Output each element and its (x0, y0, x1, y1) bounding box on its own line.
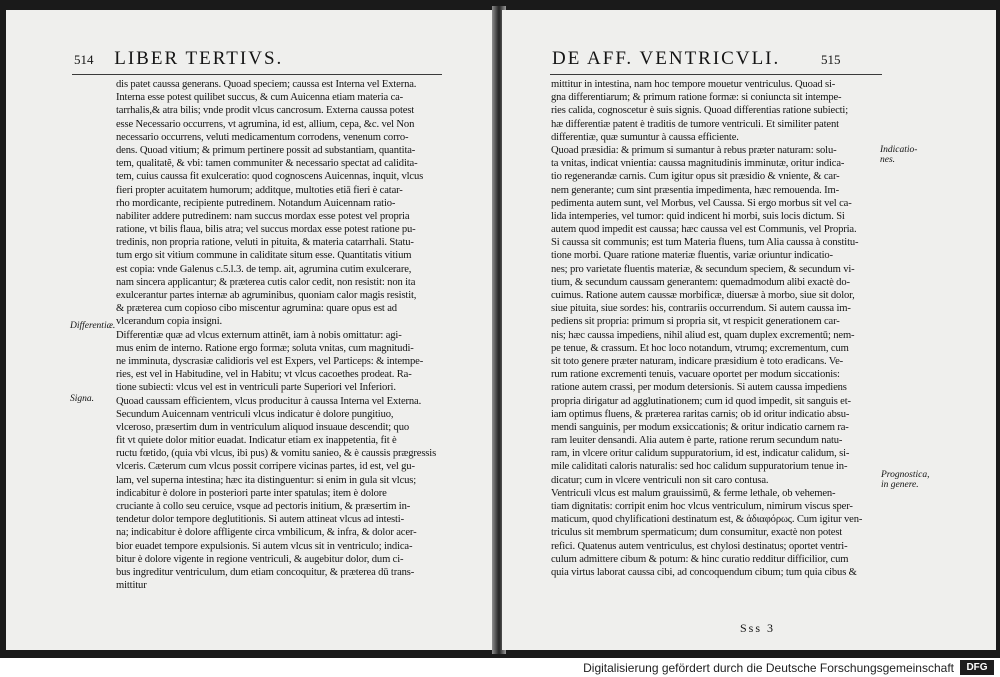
text-line: culum admittere cibum & potum: & hinc curatio redditur difficilior, cum (551, 553, 849, 565)
text-line: nam sincera applicantur; & præterea cutis calor cedit, non resistit: non ita (116, 276, 416, 288)
left-page (6, 10, 496, 650)
text-line: dis patet caussa generans. Quoad speciem; caussa est Interna vel Externa. (116, 79, 417, 90)
text-line: nis; hæc caussa impediens, nihil aliud est, quam duplex excrementū; nem- (551, 329, 855, 341)
text-line: refici. Quatenus autem ventriculus, est chylosi destinatus; oportet ventri- (551, 540, 848, 552)
text-line: cruciante à collo seu ceruice, vsque ad pectoris initium, & præsertim in- (116, 501, 411, 512)
text-line: tem, cuius caussa fit exulceratio: quod cognoscens Auicennas, inquit, vlcus (116, 171, 424, 183)
text-line: tredinis, non propria ratione, veluti in pituita, & materia catarrhali. Statu- (116, 237, 414, 249)
margin-note-indicationes-line1: Indicatio- (880, 145, 918, 155)
text-line: differentiæ, quæ sumuntur à caussa efficiente. (551, 131, 739, 143)
text-line: rho mordicante, recipiente putredinem. Notandum Auicennam ratio- (116, 197, 396, 209)
text-line: tem, qualitatẽ, & vbi: tamen communiter & necessario spectat ad calidita- (116, 158, 418, 170)
text-line: indicabitur è dolore in posteriori parte inter spatulas; item è dolore (116, 487, 387, 499)
text-line: nes; pro varietate fluentis materiæ, & secundum speciem, & secundum vi- (551, 263, 855, 275)
right-text-column (551, 78, 881, 579)
text-line: pe tenue, & crassum. Et hoc loco notandum, vtrumq; excrementum, cum (551, 342, 849, 354)
text-line: & præterea cum copioso cibo miscentur agrumina: quare opus est ad (116, 303, 397, 315)
text-line: tione subiecti: vlcus vel est in ventriculi parte Superiori vel Inferiori. (116, 382, 396, 394)
right-running-head (552, 48, 841, 72)
dfg-logo: DFG (960, 660, 994, 675)
right-page (502, 10, 996, 650)
text-line: ne imminuta, dyscrasiæ calidioris vel est Expers, vel Particeps: & intempe- (116, 355, 424, 367)
text-line: bus ingreditur ventriculum, dum etiam concoquitur, & præterea dū trans- (116, 566, 415, 578)
text-line: tium, & secundum caussam generantem: quemadmodum alibi exactè do- (551, 276, 850, 288)
text-line: siue pituita, siue sordes: his, contrariis occurrendum. Si autem caussa im- (551, 303, 851, 315)
text-line: tione morbi. Quare ratione materiæ fluentis, variæ oriuntur indicatio- (551, 250, 833, 262)
text-line: Secundum Auicennam ventriculi vlcus indicatur è dolore pungitiuo, (116, 408, 394, 420)
margin-note-differentiae: Differentiæ. (70, 321, 116, 331)
text-line: tarrhalis,& atra bilis; vnde prodit vlcus cancrosum. Externa caussa potest (116, 105, 415, 117)
text-line: cuimus. Ratione autem caussæ morbificæ, diuersæ à morbo, siue sit dolor, (551, 290, 855, 301)
text-line: Quoad caussam efficientem, vlcus producitur à caussa Interna vel Externa. (116, 395, 422, 407)
text-line: mittitur (116, 580, 147, 592)
right-head-rule (550, 74, 882, 75)
text-line: maticum, quod chylificationi destinatum est, & ἀδιαφόρως. Cum igitur ven- (551, 514, 863, 526)
text-line: mile caliditati caloris naturalis: sed hoc calidum suppuratorium tenue in- (551, 461, 848, 473)
text-line: pedimenta autem sunt, vel Morbus, vel Caussa. Si ergo morbus sit vel ca- (551, 197, 852, 209)
text-line: tendetur dolor tempore deglutitionis. Si autem attineat vlcus ad intesti- (116, 514, 404, 526)
text-line: mendi sanguinis, per modum exsiccationis; & oritur indicatio carnem ra- (551, 421, 849, 433)
text-line: Differentiæ quæ ad vlcus externum attinēt, iam à nobis omittatur: agi- (116, 329, 402, 341)
text-line: ries, est vel in Habitudine, vel in Habitu; vt vlcus cacoethes prodeat. Ra- (116, 369, 412, 381)
text-line: dens. Quoad vitium; & primum pertinere possit ad substantiam, quantita- (116, 144, 416, 156)
text-line: iam optimus fluens, & præterea raritas carnis; ob id oritur indicatio absu- (551, 408, 850, 420)
text-line: mittitur in intestina, nam hoc tempore mouetur ventriculus. Quoad si- (551, 79, 836, 90)
text-line: hæ differentiæ patent è traditis de tumore ventriculi. Et similiter patent (551, 118, 839, 130)
text-line: fit vt quiete dolor mitior euadat. Indicatur etiam ex inappetentia, fit è (116, 435, 397, 447)
text-line: tiam dignitatis: corripit enim hoc vlcus ventriculum, nimirum viscus sper- (551, 501, 853, 512)
text-line: est copia: vnde Galenus c.5.l.3. de temp. ait, agrumina cutim exulcerare, (116, 263, 412, 275)
text-line: dicatur; cum in vlcere ventriculi non sit caro contusa. (551, 474, 769, 486)
text-line: quia virtus laborat caussa cibi, ad concoquendum cibum; tum quia cibus & (551, 566, 857, 578)
margin-note-signa: Signa. (70, 394, 95, 404)
text-line: autem quod impedit est caussa; hæc caussa vel est Communis, vel Propria. (551, 224, 857, 236)
text-line: mus enim de interno. Ratione ergo formæ; soluta vnitas, cum magnitudi- (116, 342, 414, 354)
margin-note-indicationes-line2: nes. (880, 155, 896, 165)
text-line: tio regenerandæ carnis. Cum igitur opus sit præsidio & vniente, & car- (551, 171, 840, 183)
text-line: ratione autem crassi, per modum detersionis. Si autem caussa impediens (551, 382, 847, 394)
text-line: ructu fœtido, (quia vbi vlcus, ibi pus) & vomitu sanieo, & è caussis prægressis (116, 448, 437, 460)
text-line: fieri propter acuitatem humorum; additque, multoties etiā fieri è catar- (116, 184, 403, 196)
text-line: rum ratione excrementi tenuis, vacuare oportet per modum siccationis: (551, 369, 840, 381)
text-line: Quoad præsidia: & primum si sumantur à rebus præter naturam: solu- (551, 144, 837, 156)
text-line: Interna esse potest quilibet succus, & cum Auicenna etiam materia ca- (116, 92, 404, 104)
text-line: vlceroso, præsertim dum in ventriculum aliquod insuaue descendit; quo (116, 421, 409, 433)
right-head-title: DE AFF. VENTRICVLI. (552, 48, 781, 69)
text-line: na; indicabitur è dolore affligente circa vmbilicum, & infra, & dolor acer- (116, 527, 417, 539)
text-line: ratione, vt bilis flaua, bilis atra; vel succus mordax esse potest ratione pu- (116, 224, 416, 236)
text-line: Si caussa sit communis; est tum Materia fluens, tum Alia caussa à constitu- (551, 237, 859, 249)
text-line: bitur è dolore vigente in regione ventriculi, & augebitur dolor, dum ci- (116, 553, 404, 565)
text-line: triculus sit membrum spermaticum; dum consumitur, exactè non potest (551, 527, 843, 539)
text-line: exulcerantur partes internæ ab agruminibus, quoniam calor magis resistit, (116, 290, 417, 301)
text-line: ram, in vlcere oritur calidum suppuratorium, id est, indicatur calidum, si- (551, 448, 850, 460)
text-line: lam, vel superna intestina; hæc ita distinguentur: si enim in gula sit vlcus; (116, 474, 417, 486)
text-line: lida intemperies, vel tumor: quid indicent hi morbi, suis locis dictum. Si (551, 210, 845, 222)
text-line: bior euadet tempore expulsionis. Si autem vlcus sit in ventriculo; indica- (116, 540, 413, 552)
text-line: propria dirigatur ad agglutinationem; cum id quod impedit, sit sanguis et- (551, 395, 851, 407)
text-line: ram leuiter densandi. Alia autem è parte, ratione rerum secundum natu- (551, 435, 843, 447)
text-line: ries calida, cognoscetur è suis signis. Quoad differentias ratione subiecti; (551, 105, 849, 117)
text-line: Ventriculi vlcus est malum grauissimū, & ferme lethale, ob vehemen- (551, 487, 836, 499)
text-line: ta vnitas, indicat vnientia: caussa magnitudinis imminutæ, oritur indica- (551, 158, 845, 170)
text-line: necessario occurrens, veluti medicamentum corrodens, venenum corro- (116, 131, 409, 143)
left-head-title: LIBER TERTIVS. (114, 48, 284, 69)
footer-credit: Digitalisierung gefördert durch die Deutsche Forschungsgemeinschaft (583, 661, 954, 675)
margin-note-prognostica (881, 470, 929, 490)
left-text-column (116, 78, 451, 592)
margin-note-prognostica-line2: in genere. (881, 480, 919, 490)
text-line: tum ergo sit vitium commune in caliditate situm esse. Quantitatis vitium (116, 250, 412, 262)
margin-note-indicationes (880, 145, 917, 165)
left-page-number: 514 (74, 52, 94, 67)
left-running-head (74, 48, 283, 72)
right-page-number: 515 (821, 52, 841, 67)
text-line: gna differentiarum; & primum ratione formæ: si coniuncta sit intempe- (551, 92, 842, 104)
text-line: esse Necessario occurrens, vt agrumina, id est, allium, cepa, &c. vel Non (116, 118, 415, 130)
signature-mark: Sss 3 (740, 621, 776, 635)
text-line: vlceris. Cæterum cum vlcus possit corripere vicinas partes, id est, vel gu- (116, 461, 415, 473)
text-line: sit toto genere præter naturam, indicare præsidium è toto eradicans. Ve- (551, 355, 844, 367)
margin-note-prognostica-line1: Prognostica, (881, 470, 930, 480)
text-line: nem generante; cum sint præsentia impedimenta, hæc remouenda. Im- (551, 184, 839, 196)
left-head-rule (72, 74, 442, 75)
text-line: nabiliter addere putredinem: nam succus mordax esse potest vel propria (116, 210, 410, 222)
footer-bar (0, 658, 1000, 677)
text-line: vlcerandum copia insigni. (116, 316, 222, 328)
text-line: pediens sit propria: primum si propria sit, vt respicit generationem car- (551, 316, 840, 328)
